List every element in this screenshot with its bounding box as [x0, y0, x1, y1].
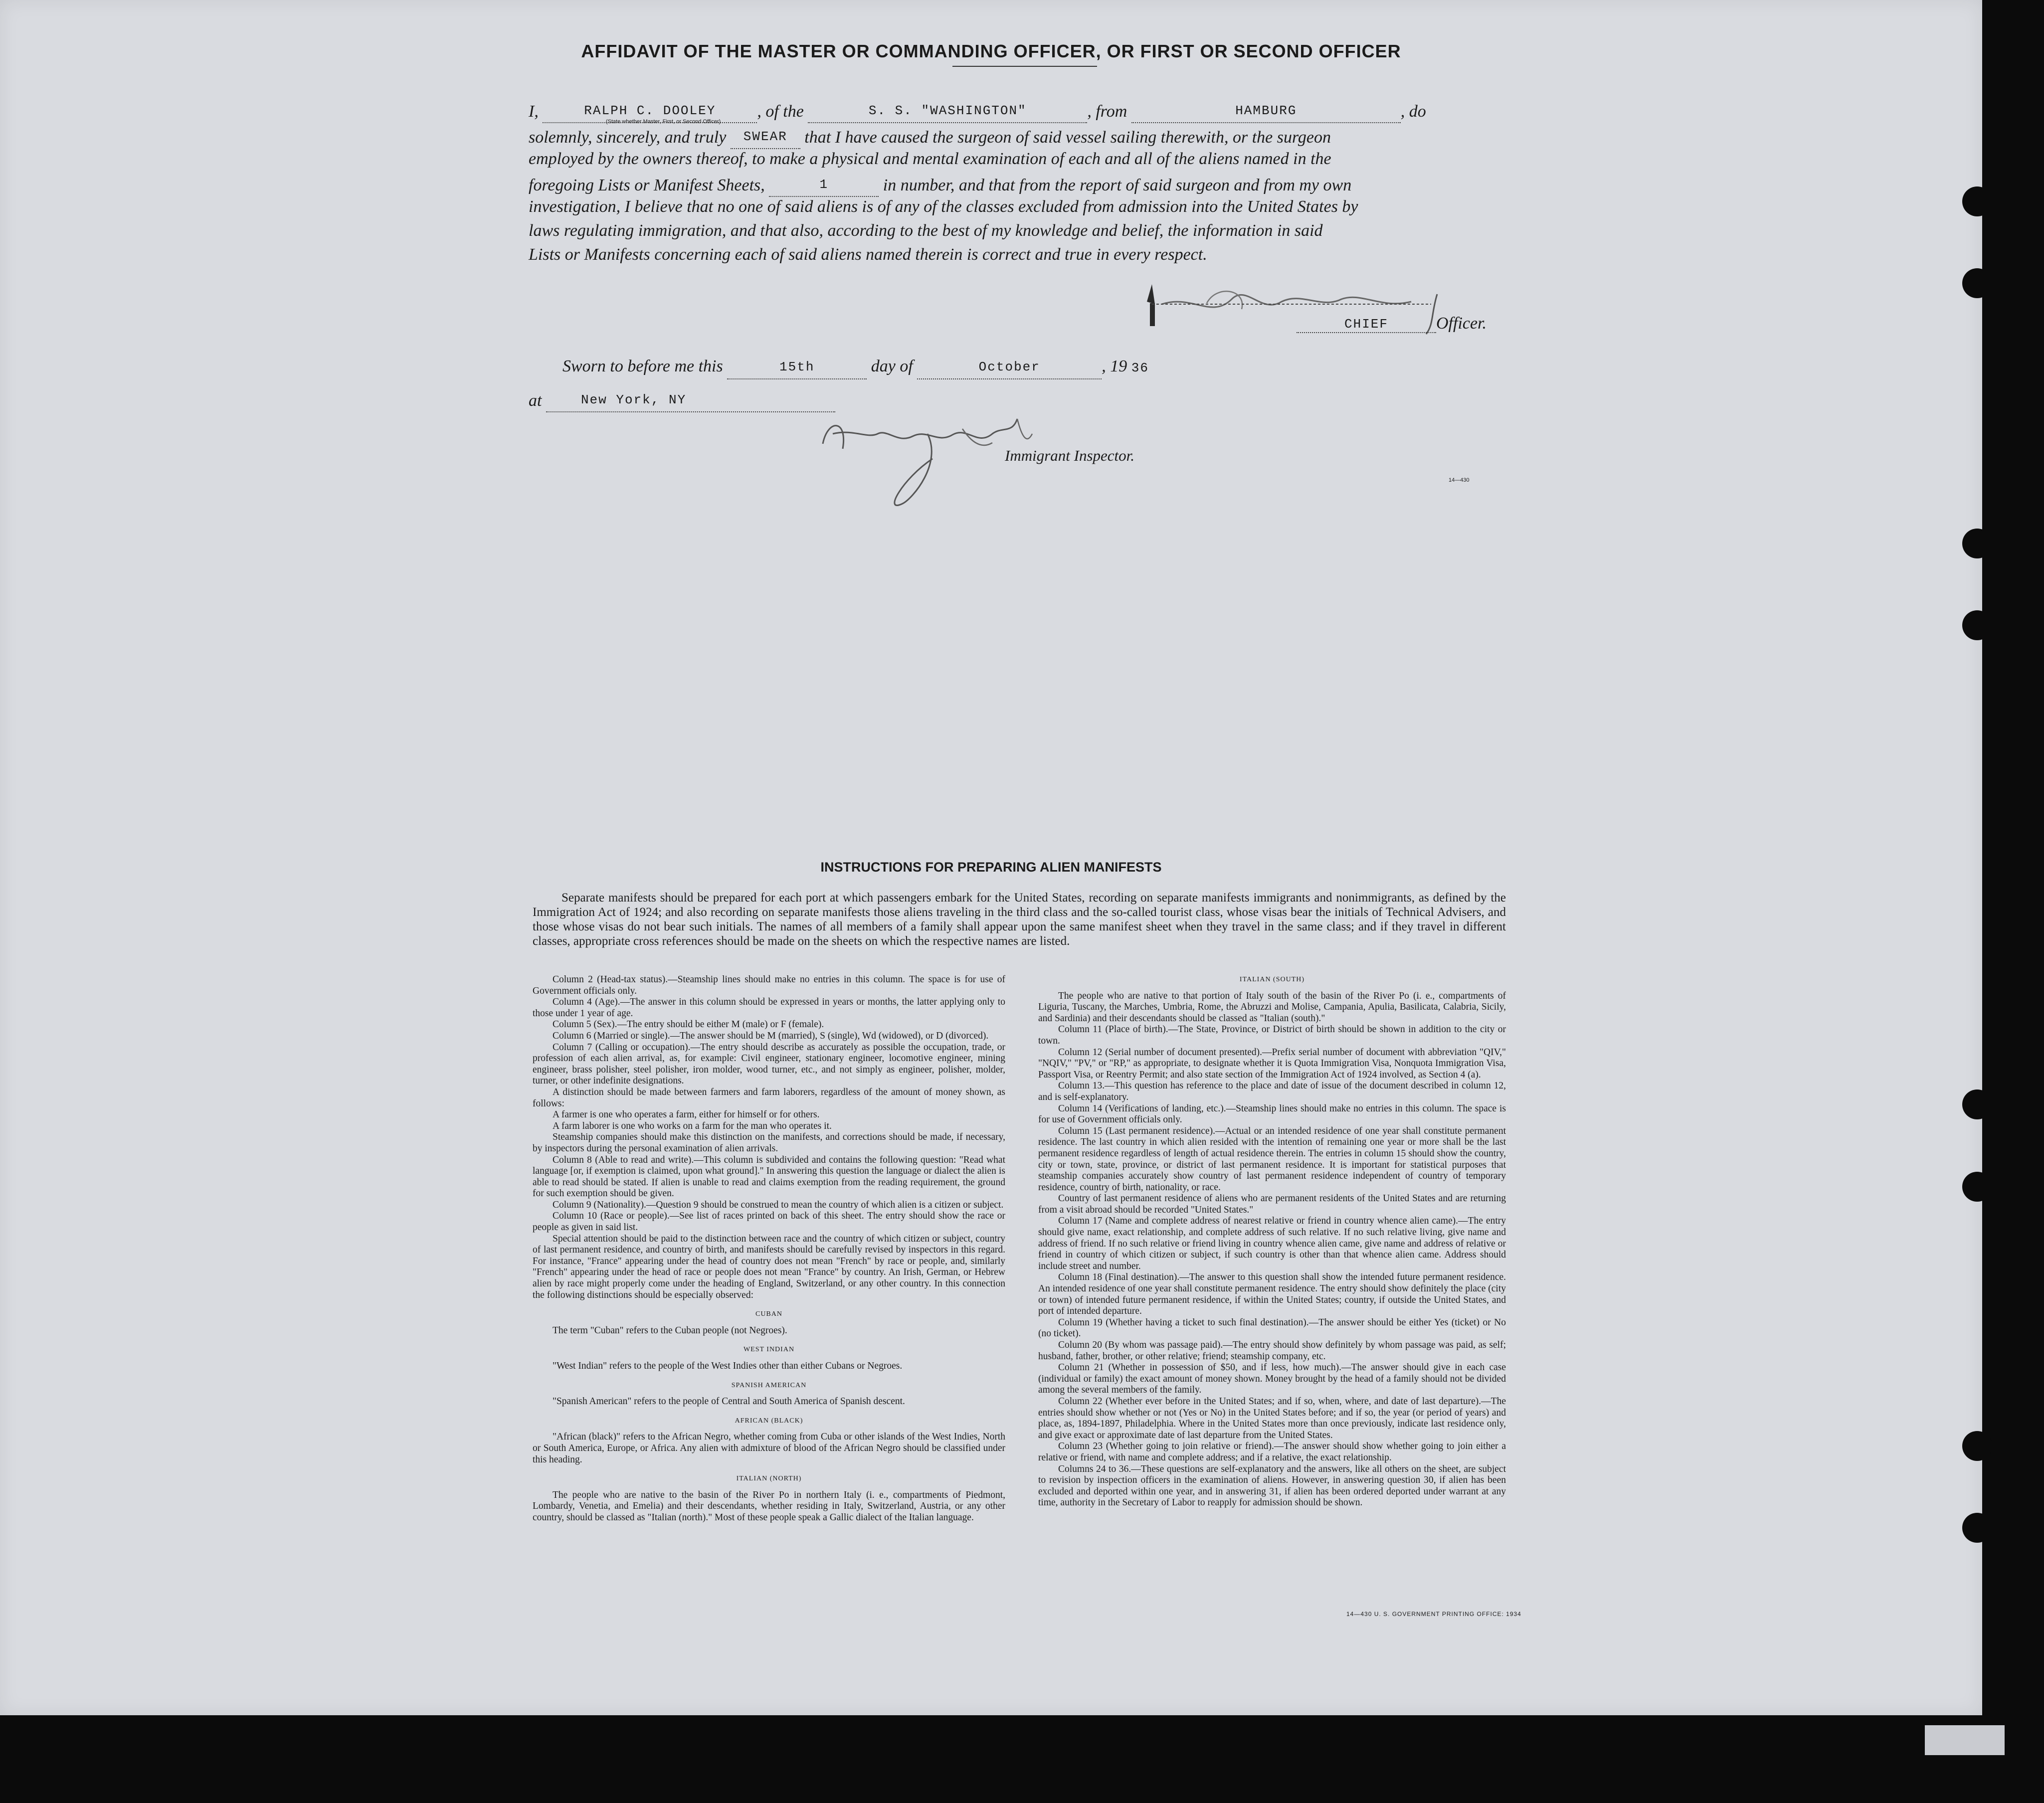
- form-number: 14—430: [1449, 477, 1470, 483]
- instructions-intro: Separate manifests should be prepared for each port at which passengers embark for the United States, recording on separate manifests immigrants and nonimmigrants, as defined by the Immigration Act of 1924; and also recording on separate manifests those aliens traveling in the third class and the so-called tourist class, whose visas bear the initials of Technical Advisers, and those whose visas do not bear such initials. The names of all members of a family shall appear upon the same manifest sheet when they travel in the same class; and if they travel in different classes, appropriate cross references should be made on the sheets on which the respective names are listed.: [533, 891, 1506, 948]
- sworn-place: New York, NY: [580, 392, 687, 407]
- vessel-field: [808, 98, 1087, 123]
- sheets-field: [769, 172, 879, 197]
- paragraph: Column 10 (Race or people).—See list of races printed on back of this sheet. The entry should show the race or people as given in said list.: [533, 1211, 1005, 1233]
- text: that I have caused the surgeon of said vessel sailing therewith, or the surgeon: [804, 128, 1331, 147]
- officer-name: RALPH C. DOOLEY: [584, 103, 716, 118]
- paragraph: Column 6 (Married or single).—The answer should be M (married), S (single), Wd (widowed), or D (divorced).: [553, 1030, 989, 1041]
- text: I,: [529, 102, 539, 121]
- paragraph: Column 11 (Place of birth).—The State, Province, or District of birth should be shown in addition to the city or town.: [1038, 1024, 1506, 1046]
- paragraph: A farm laborer is one who works on a farm for the man who operates it.: [553, 1120, 832, 1131]
- affidavit-line-5: investigation, I believe that no one of said aliens is of any of the classes excluded from admission into the United States by: [529, 197, 1358, 216]
- instructions-right-column: [1038, 974, 1506, 1509]
- paragraph: The term "Cuban" refers to the Cuban people (not Negroes).: [553, 1325, 787, 1336]
- paragraph: Column 21 (Whether in possession of $50, and if less, how much).—The answer should give in each case (individual or family) the exact amount of money shown. Money brought by the head of a family should not be divided among the several members of the family.: [1038, 1362, 1506, 1396]
- binder-hole: [1962, 1431, 1992, 1461]
- paragraph: "West Indian" refers to the people of the West Indies other than either Cubans or Negroes.: [553, 1361, 903, 1371]
- inspector-label: Immigrant Inspector.: [1005, 447, 1135, 464]
- paragraph: A farmer is one who operates a farm, either for himself or for others.: [553, 1109, 820, 1120]
- paragraph: Column 22 (Whether ever before in the United States; and if so, when, where, and date of last departure).—The entries should show whether or not (Yes or No) in the United States before; and if so, the year (or period of years) and place, as, 1894-1897, Philadelphia. Where in the United States more than once previously, indicate last residence only, and give exact or approximate date of last departure from the United States.: [1038, 1396, 1506, 1441]
- paragraph: Country of last permanent residence of aliens who are permanent residents of the United States and are returning from a visit abroad should be recorded "United States.": [1038, 1193, 1506, 1215]
- binder-hole: [1962, 610, 1992, 640]
- section-heading: CUBAN: [755, 1310, 782, 1318]
- binder-hole: [1962, 529, 1992, 558]
- paragraph: Column 13.—This question has reference to the place and date of issue of the document described in column 12, and is self-explanatory.: [1038, 1081, 1506, 1102]
- text: Sworn to before me this: [562, 357, 723, 375]
- affidavit-line-4: [529, 172, 1506, 197]
- place-field: [546, 387, 835, 412]
- section-heading: SPANISH AMERICAN: [731, 1381, 807, 1389]
- paragraph: Column 20 (By whom was passage paid).—The entry should show definitely by whom passage was paid, as self; husband, father, brother, or other relative; friend; steamship company, etc.: [1038, 1340, 1506, 1362]
- affidavit-line-2: [529, 124, 1506, 149]
- text: foregoing Lists or Manifest Sheets,: [529, 176, 765, 194]
- officer-rank-note: (State whether Master, First, or Second Officer): [606, 119, 721, 125]
- paragraph: The people who are native to the basin of the River Po in northern Italy (i. e., compartments of Piedmont, Lombardy, Venetia, and Emelia) and their descendants, whether residing in Italy, Switzerland, Austria, or any other country, should be classed as "Italian (north)." Most of these people speak a Gallic dialect of the Italian language.: [533, 1489, 1005, 1523]
- binder-hole: [1962, 186, 1992, 216]
- paragraph: A distinction should be made between farmers and farm laborers, regardless of the amount of money shown, as follows:: [533, 1086, 1005, 1109]
- section-heading: ITALIAN (SOUTH): [1239, 976, 1305, 983]
- paragraph: Column 17 (Name and complete address of nearest relative or friend in country whence alien came).—The entry should give name, exact relationship, and complete address of such relative. If no such relative living, give name and address of friend. If no such relative or friend living in country whence alien came, give name and address of relative or friend in country of which citizen or subject, if such country is other than that whence alien came. Address should include street and number.: [1038, 1216, 1506, 1271]
- day-field: [727, 354, 867, 379]
- binder-hole: [1962, 1513, 1992, 1543]
- vessel-name: S. S. "WASHINGTON": [868, 103, 1027, 118]
- sworn-year: 36: [1131, 361, 1149, 375]
- section-heading: WEST INDIAN: [743, 1346, 795, 1354]
- paragraph: Column 5 (Sex).—The entry should be either M (male) or F (female).: [553, 1019, 824, 1030]
- page-edge: [1925, 1725, 2005, 1755]
- paragraph: Column 8 (Able to read and write).—This column is subdivided and contains the following question: "Read what language [or, if exemption is claimed, upon what ground]." In answering this question the language or dialect the alien is able to read should be stated. If alien is unable to read and claims exemption from the reading requirement, the ground for such exemption should be given.: [533, 1154, 1005, 1199]
- paragraph: Column 4 (Age).—The answer in this column should be expressed in years or months, the latter applying only to those under 1 year of age.: [533, 997, 1005, 1019]
- binder-hole: [1962, 268, 1992, 298]
- month-field: [917, 354, 1102, 379]
- paragraph: Column 7 (Calling or occupation).—The entry should describe as accurately as possible the occupation, trade, or profession of each alien arrival, as, for example: Civil engineer, stationary engineer, locomotive engineer, mining engineer, brass polisher, steel polisher, iron molder, wood turner, etc., and not simply as engineer, polisher, molder, turner, or other indefinite designations.: [533, 1042, 1005, 1086]
- binder-hole: [1962, 1089, 1992, 1119]
- paragraph: "African (black)" refers to the African Negro, whether coming from Cuba or other islands of the West Indies, North or South America, Europe, or Africa. Any alien with admixture of blood of the African Negro should be classified under this heading.: [533, 1432, 1005, 1465]
- officer-label: Officer.: [1436, 314, 1487, 333]
- sheet-count: 1: [819, 177, 829, 192]
- paragraph: Special attention should be paid to the distinction between race and the country of which citizen or subject, country of last permanent residence, and country of birth, and manifests should be carefully revised by inspectors in this regard. For instance, "France" appearing under the head of country does not mean "French" by race or people, and, similarly "French" appearing under the head of race or people does not mean "France" by country. An Irish, German, or Hebrew alien by race might properly come under the heading of England, Switzerland, or any other country. In this connection the following distinctions should be especially observed:: [533, 1233, 1005, 1300]
- text: , from: [1087, 102, 1127, 121]
- sworn-line: [562, 354, 1540, 379]
- oath-field: [731, 124, 800, 149]
- section-heading: ITALIAN (NORTH): [736, 1475, 802, 1483]
- sworn-month: October: [978, 360, 1040, 374]
- paragraph: "Spanish American" refers to the people of Central and South America of Spanish descent.: [553, 1396, 905, 1407]
- affidavit-line-3: employed by the owners thereof, to make a physical and mental examination of each and all of the aliens named in the: [529, 150, 1331, 168]
- binder-hole: [1962, 1172, 1992, 1202]
- instructions-title: INSTRUCTIONS FOR PREPARING ALIEN MANIFESTS: [820, 860, 1162, 875]
- paragraph: Column 15 (Last permanent residence).—Actual or an intended residence of one year shall constitute permanent residence. The last country in which alien resided with the intention of remaining one year or more shall be the last permanent residence regardless of length of actual residence therein. The entries in column 15 should show the country, city or town, state, province, or district of last permanent residence. It is important for statistical purposes that steamship companies accurately show country of last permanent residence independent of country of temporary residence, country of birth, nationality, or race.: [1038, 1125, 1506, 1193]
- paragraph: Steamship companies should make this distinction on the manifests, and corrections should be made, if necessary, by inspectors during the personal examination of alien arrivals.: [533, 1132, 1005, 1154]
- paragraph: Columns 24 to 36.—These questions are self-explanatory and the answers, like all others on the sheet, are subject to revision by inspection officers in the examination of aliens. However, in answering question 30, if alien has been excluded and deported within one year, and in answering 31, if alien has been ordered deported under warrant at any time, authority in the Secretary of Labor to reapply for admission should be shown.: [1038, 1463, 1506, 1508]
- text: in number, and that from the report of said surgeon and from my own: [883, 176, 1352, 194]
- text: at: [529, 391, 542, 410]
- section-heading: AFRICAN (BLACK): [735, 1417, 803, 1425]
- paragraph: Column 12 (Serial number of document presented).—Prefix serial number of document with abbreviation "QIV," "NQIV," "PV," or "RP," as appropriate, to designate whether it is Quota Immigration Visa, Nonquota Immigration Visa, Passport Visa, or Reentry Permit; and also state section of the Immigration Act of 1924 involved, as Section 4 (a).: [1038, 1047, 1506, 1080]
- paragraph: Column 19 (Whether having a ticket to such final destination).—The answer should be either Yes (ticket) or No (no ticket).: [1038, 1317, 1506, 1339]
- affidavit-title: AFFIDAVIT OF THE MASTER OR COMMANDING OFFICER, OR FIRST OR SECOND OFFICER: [581, 41, 1401, 61]
- officer-rank: CHIEF: [1344, 317, 1388, 332]
- text: , do: [1400, 102, 1426, 121]
- paragraph: Column 2 (Head-tax status).—Steamship lines should make no entries in this column. The space is for use of Government officials only.: [533, 974, 1005, 996]
- paragraph: Column 9 (Nationality).—Question 9 should be construed to mean the country of which alien is a citizen or subject.: [553, 1199, 1004, 1210]
- text: , of the: [757, 102, 804, 121]
- text: day of: [871, 357, 913, 375]
- port-name: HAMBURG: [1235, 103, 1297, 118]
- text: , 19: [1102, 357, 1127, 375]
- affidavit-line-6: laws regulating immigration, and that also, according to the best of my knowledge and belief, the information in said: [529, 221, 1323, 240]
- officer-rank-line: [1297, 313, 1487, 333]
- printing-office-footer: 14—430 U. S. GOVERNMENT PRINTING OFFICE: 1934: [1346, 1611, 1521, 1618]
- paragraph: The people who are native to that portion of Italy south of the basin of the River Po (i. e., compartments of Liguria, Tuscany, the Marches, Umbria, Rome, the Abruzzi and Molise, Campania, Apulia, Basilicata, Calabria, Sicily, and Sardinia) and their descendants should be classed as "Italian (south).": [1038, 990, 1506, 1024]
- paragraph: Column 18 (Final destination).—The answer to this question shall show the intended future permanent residence. An intended residence of one year shall constitute permanent residence. The entry should show definitely the place (city or town) of intended future permanent residence, if within the United States; country, if outside the United States, and port of intended departure.: [1038, 1272, 1506, 1317]
- title-underline: [952, 66, 1097, 67]
- oath-word: SWEAR: [743, 129, 787, 144]
- affidavit-line-7: Lists or Manifests concerning each of said aliens named therein is correct and true in every respect.: [529, 245, 1207, 264]
- paragraph: Column 14 (Verifications of landing, etc.).—Steamship lines should make no entries in this column. The space is for use of Government officials only.: [1038, 1103, 1506, 1125]
- text: solemnly, sincerely, and truly: [529, 128, 727, 147]
- instructions-left-column: [533, 974, 1005, 1524]
- paragraph: Column 23 (Whether going to join relative or friend).—The answer should show whether going to join either a relative or friend, with name and complete address; and if a relative, the exact relationship.: [1038, 1441, 1506, 1463]
- port-field: [1131, 98, 1401, 123]
- rank-field: [1297, 313, 1436, 333]
- sworn-day: 15th: [779, 360, 815, 374]
